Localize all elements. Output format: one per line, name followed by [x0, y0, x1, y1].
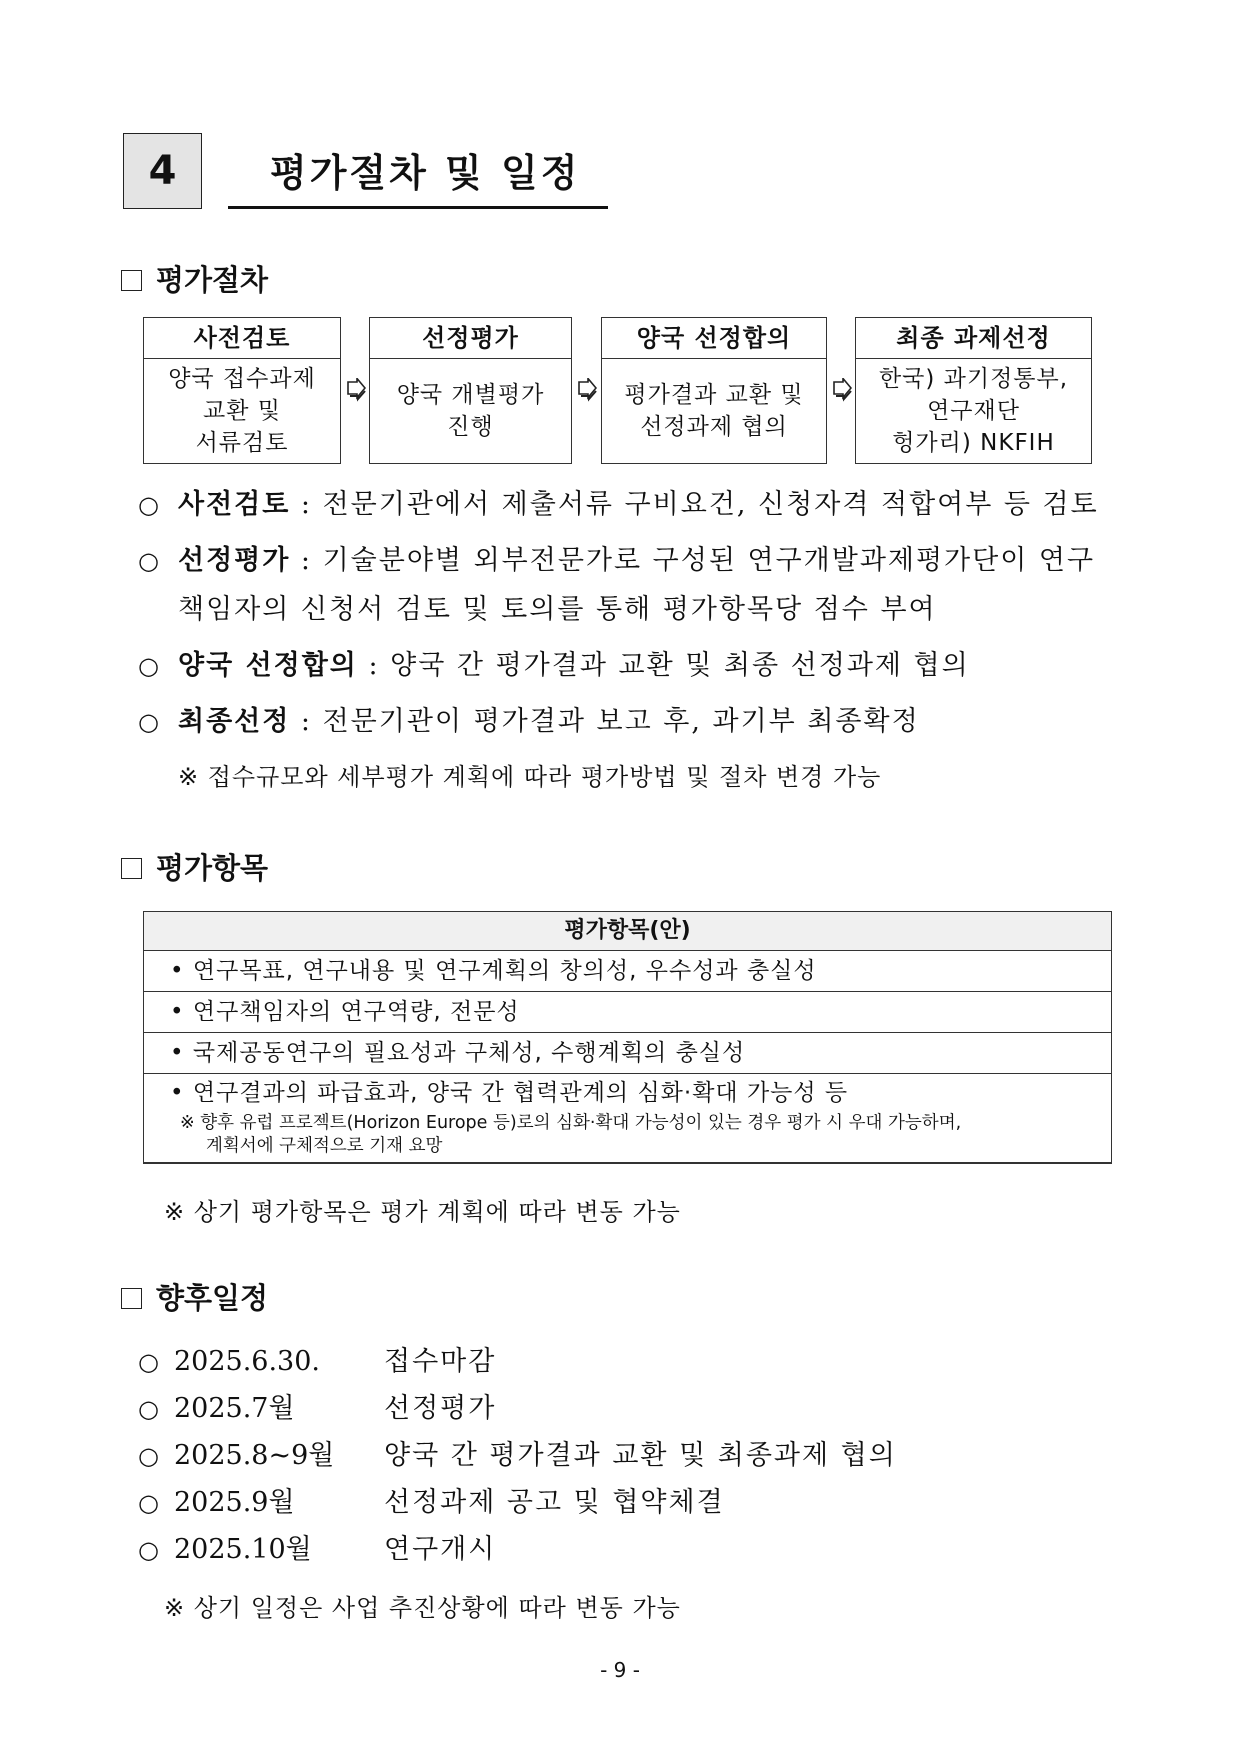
- flow-box-body: 양국 접수과제 교환 및 서류검토: [168, 366, 316, 456]
- schedule-note: ※ 상기 일정은 사업 추진상황에 따라 변동 가능: [164, 1594, 681, 1622]
- schedule-heading: 향후일정: [121, 1276, 268, 1317]
- procedure-item: ○ 선정평가 : 기술분야별 외부전문가로 구성된 연구개발과제평가단이 연구: [138, 543, 1118, 579]
- flow-box-final-selection: [855, 317, 1092, 464]
- section-title-underline: [228, 206, 608, 209]
- procedure-note: ※ 접수규모와 세부평가 계획에 따라 평가방법 및 절차 변경 가능: [178, 763, 882, 791]
- flow-box-title: 양국 선정합의: [602, 318, 826, 359]
- schedule-text: 선정평가: [384, 1393, 497, 1424]
- flow-box-bilateral-agreement: [601, 317, 827, 464]
- schedule-item: [138, 1344, 1088, 1380]
- schedule-date: 2025.7월: [174, 1393, 295, 1424]
- checkbox-square-icon: [121, 858, 142, 879]
- flow-box-title: 사전검토: [144, 318, 340, 359]
- schedule-text: 접수마감: [384, 1346, 497, 1377]
- criteria-table-header: 평가항목(안): [144, 912, 1111, 951]
- table-row: • 연구책임자의 연구역량, 전문성: [144, 992, 1111, 1033]
- schedule-date: 2025.9월: [174, 1487, 295, 1518]
- flow-box-body: 양국 개별평가 진행: [396, 382, 545, 440]
- circle-bullet-icon: ○: [138, 652, 161, 680]
- circle-bullet-icon: ○: [138, 547, 161, 575]
- section-number: 4: [123, 133, 202, 209]
- checkbox-square-icon: [121, 270, 142, 291]
- arrow-right-icon: [346, 378, 366, 404]
- circle-bullet-icon: ○: [138, 708, 161, 736]
- criteria-note: ※ 상기 평가항목은 평가 계획에 따라 변동 가능: [164, 1198, 681, 1226]
- schedule-item: [138, 1485, 1088, 1521]
- flow-box-pre-review: [143, 317, 341, 464]
- flow-box-title: 최종 과제선정: [856, 318, 1091, 359]
- criteria-table: [143, 911, 1112, 1164]
- procedure-item-continuation: 책임자의 신청서 검토 및 토의를 통해 평가항목당 점수 부여: [178, 594, 937, 625]
- circle-bullet-icon: ○: [138, 1489, 159, 1517]
- procedure-item: ○ 양국 선정합의 : 양국 간 평가결과 교환 및 최종 선정과제 협의: [138, 648, 1118, 684]
- table-row: • 연구목표, 연구내용 및 연구계획의 창의성, 우수성과 충실성: [144, 951, 1111, 992]
- flow-box-body: 평가결과 교환 및 선정과제 협의: [624, 382, 804, 440]
- flow-box-body: 한국) 과기정통부, 연구재단 헝가리) NKFIH: [878, 366, 1069, 456]
- procedure-item: ○ 최종선정 : 전문기관이 평가결과 보고 후, 과기부 최종확정: [138, 704, 1118, 740]
- arrow-right-icon: [577, 378, 597, 404]
- schedule-date: 2025.8~9월: [174, 1440, 335, 1471]
- circle-bullet-icon: ○: [138, 1348, 159, 1376]
- page-number: - 9 -: [600, 1658, 640, 1682]
- table-row-note: ※ 향후 유럽 프로젝트(Horizon Europe 등)로의 심화·확대 가능성이 있는 경우 평가 시 우대 가능하며, 계획서에 구체적으로 기재 요망: [180, 1113, 962, 1156]
- circle-bullet-icon: ○: [138, 1395, 159, 1423]
- criteria-heading: 평가항목: [121, 846, 268, 887]
- flow-box-selection-eval: [369, 317, 572, 464]
- procedure-item: ○ 사전검토 : 전문기관에서 제출서류 구비요건, 신청자격 적합여부 등 검토: [138, 487, 1118, 523]
- arrow-right-icon: [832, 378, 852, 404]
- table-row: • 연구결과의 파급효과, 양국 간 협력관계의 심화·확대 가능성 등 ※ 향후 유럽 프로젝트(Horizon Europe 등)로의 심화·확대 가능성이 있는 경우 평가 시 우대 가능하며, 계획서에 구체적으로 기재 요망: [144, 1074, 1111, 1162]
- circle-bullet-icon: ○: [138, 491, 161, 519]
- schedule-text: 양국 간 평가결과 교환 및 최종과제 협의: [384, 1440, 897, 1471]
- section-title: 평가절차 및 일정: [270, 151, 581, 195]
- schedule-date: 2025.6.30.: [174, 1346, 320, 1377]
- table-row: • 국제공동연구의 필요성과 구체성, 수행계획의 충실성: [144, 1033, 1111, 1074]
- schedule-item: [138, 1438, 1088, 1474]
- schedule-item: [138, 1532, 1088, 1568]
- flow-box-title: 선정평가: [370, 318, 571, 359]
- circle-bullet-icon: ○: [138, 1536, 159, 1564]
- procedure-heading: 평가절차: [121, 258, 268, 299]
- schedule-item: [138, 1391, 1088, 1427]
- checkbox-square-icon: [121, 1288, 142, 1309]
- schedule-text: 연구개시: [384, 1534, 497, 1565]
- schedule-text: 선정과제 공고 및 협약체결: [384, 1487, 725, 1518]
- schedule-date: 2025.10월: [174, 1534, 312, 1565]
- circle-bullet-icon: ○: [138, 1442, 159, 1470]
